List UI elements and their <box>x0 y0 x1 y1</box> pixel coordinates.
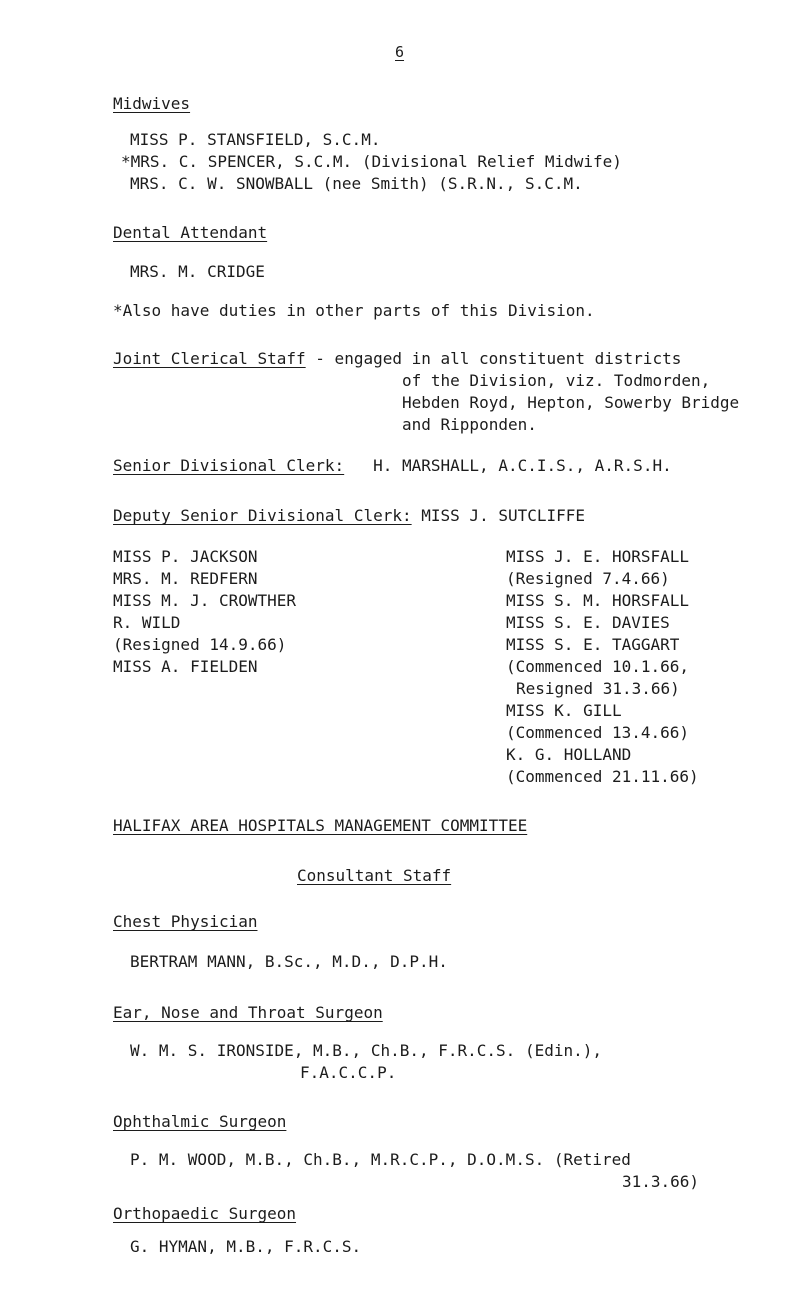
joint-clerical-line: Hebden Royd, Hepton, Sowerby Bridge <box>402 393 740 412</box>
staff-right-item: (Commenced 10.1.66, <box>506 657 690 676</box>
senior-clerk-label: Senior Divisional Clerk: <box>113 456 345 475</box>
chest-physician-heading: Chest Physician <box>113 912 258 931</box>
staff-left-item: MISS M. J. CROWTHER <box>113 591 297 610</box>
staff-left-item: MRS. M. REDFERN <box>113 569 258 588</box>
midwife-line: *MRS. C. SPENCER, S.C.M. (Divisional Relief Midwife) <box>121 152 622 171</box>
footnote: *Also have duties in other parts of this Division. <box>113 301 595 320</box>
staff-right-item: MISS S. E. DAVIES <box>506 613 670 632</box>
midwives-heading: Midwives <box>113 94 191 113</box>
staff-right-item: K. G. HOLLAND <box>506 745 632 764</box>
ent-surgeon-name: W. M. S. IRONSIDE, M.B., Ch.B., F.R.C.S. (Edin.), <box>130 1041 603 1060</box>
joint-clerical-line: and Ripponden. <box>402 415 537 434</box>
ent-surgeon-qualification: F.A.C.C.P. <box>300 1063 397 1082</box>
ophthalmic-surgeon-heading: Ophthalmic Surgeon <box>113 1112 287 1131</box>
dental-heading: Dental Attendant <box>113 223 268 242</box>
senior-clerk-name: H. MARSHALL, A.C.I.S., A.R.S.H. <box>373 456 672 475</box>
joint-clerical-line1 <box>113 349 681 369</box>
joint-clerical-text: - engaged in all constituent districts <box>305 349 682 368</box>
staff-right-item: MISS K. GILL <box>506 701 622 720</box>
deputy-clerk-name: MISS J. SUTCLIFFE <box>421 506 586 525</box>
orthopaedic-surgeon-name: G. HYMAN, M.B., F.R.C.S. <box>130 1237 362 1256</box>
staff-right-item: (Commenced 13.4.66) <box>506 723 690 742</box>
deputy-clerk-label: Deputy Senior Divisional Clerk: <box>113 506 412 525</box>
staff-right-item: MISS J. E. HORSFALL <box>506 547 690 566</box>
staff-right-item: Resigned 31.3.66) <box>516 679 680 698</box>
dental-name: MRS. M. CRIDGE <box>130 262 265 281</box>
staff-right-item: MISS S. E. TAGGART <box>506 635 680 654</box>
staff-right-item: (Commenced 21.11.66) <box>506 767 699 786</box>
hospitals-heading: HALIFAX AREA HOSPITALS MANAGEMENT COMMITTEE <box>113 816 528 835</box>
midwife-line: MISS P. STANSFIELD, S.C.M. <box>130 130 381 149</box>
staff-left-item: MISS P. JACKSON <box>113 547 258 566</box>
chest-physician-name: BERTRAM MANN, B.Sc., M.D., D.P.H. <box>130 952 448 971</box>
midwife-line: MRS. C. W. SNOWBALL (nee Smith) (S.R.N., S.C.M. <box>130 174 583 193</box>
ophthalmic-surgeon-name: P. M. WOOD, M.B., Ch.B., M.R.C.P., D.O.M.S. (Retired <box>130 1150 631 1169</box>
staff-right-item: (Resigned 7.4.66) <box>506 569 670 588</box>
joint-clerical-heading: Joint Clerical Staff <box>113 349 306 368</box>
joint-clerical-line: of the Division, viz. Todmorden, <box>402 371 711 390</box>
deputy-clerk-line <box>113 506 585 526</box>
orthopaedic-surgeon-heading: Orthopaedic Surgeon <box>113 1204 297 1223</box>
senior-clerk-line <box>113 456 672 476</box>
ent-surgeon-heading: Ear, Nose and Throat Surgeon <box>113 1003 383 1022</box>
consultant-staff-heading: Consultant Staff <box>297 866 452 885</box>
staff-right-item: MISS S. M. HORSFALL <box>506 591 690 610</box>
staff-left-item: (Resigned 14.9.66) <box>113 635 287 654</box>
staff-left-item: MISS A. FIELDEN <box>113 657 258 676</box>
page-number: 6 <box>395 43 405 61</box>
staff-left-item: R. WILD <box>113 613 181 632</box>
ophthalmic-surgeon-retired-date: 31.3.66) <box>622 1172 700 1191</box>
